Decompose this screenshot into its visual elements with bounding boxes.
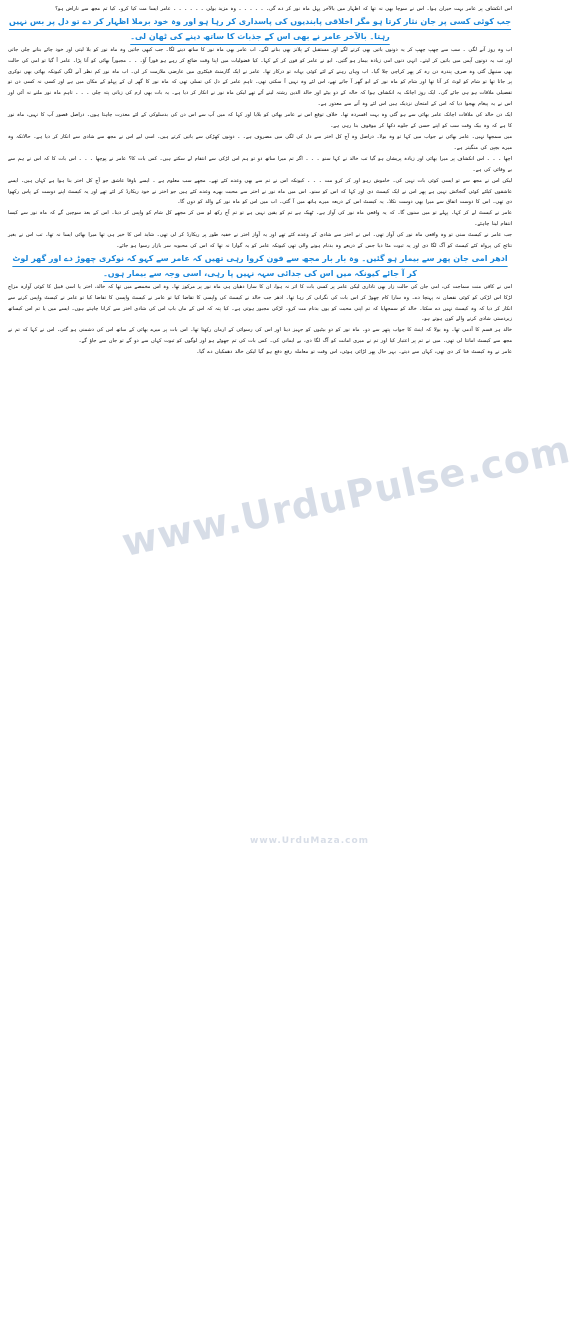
article-paragraph: اچھا ۔ ۔ ۔ اس انکشاف پر میرا بھائی اور زیادہ پریشان ہو گیا تب خالد نے کہا سنو ۔ ۔ ۔ اگر تم میرا ساتھ دو تو ہم اس لڑکی سے انتقام لے سکتے ہیں۔ کس بات کا؟ عامر نے پوچھا ۔ ۔ ۔ اس بات کا کہ اس نے ہم سے بے وفائی کی ہے۔: [8, 155, 512, 173]
article-paragraph: عامر نے وہ کیسٹ فنا کر دی تھی، کہاں سے دیتے۔ بہر حال پھر لڑائی ہوئی، اس وقت تو معاملہ رفع دفع ہو گیا لیکن خالد دھمکیاں دے گیا۔: [196, 349, 512, 356]
article-paragraph: جب عامر نے کیسٹ سنی تو وہ واقعی ماہ نور کی آواز تھی۔ اس نے اختر سے شادی کے وعدے کئے تھے اور یہ آواز اختر نے خفیہ طور پر ریکارڈ کر لی تھی۔ شاید اس کا خیر ہی تھا میرا بھائی ایسا نہ تھا۔ تب اس نے بغیر نتائج کی پرواہ کئے کیسٹ کو آگ لگا دی اور یہ ثبوت مٹا دیا جس کے ذریعے وہ بدنام ہونے والی تھی کیونکہ عامر کو یہ گوارا نہ تھا کہ اس کی محبوبہ سر بازار رسوا ہو جائے۔: [8, 232, 512, 250]
site-watermark-small: www.UrduMaza.com: [250, 836, 370, 846]
article-paragraph: ایک دن خالد کی ملاقات اچانک عامر بھائی سے ہو گئی وہ بہت افسردہ تھا۔ خلاف توقع اس نے عامر بھائی کو بلایا اور کہا کہ میں آپ سے اس دن کی بدسلوکی کے لئے معذرت چاہتا ہوں۔ دراصل قصور آپ کا نہیں، ماہ نور کا ہے کہ وہ بیک وقت سب کو اپنے حسن کے جلوے دکھا کر بیوقوف بنا رہی ہے۔: [8, 112, 512, 130]
highlighted-paragraph: جب کوئی کسی پر جان نثار کرتا ہو مگر اخلاقی پابندیوں کی پاسداری کر رہا ہو اور وہ خود برملا اظہار کر دے تو دل پر بس نہیں رہتا۔ بالآخر عامر نے بھی اس کے جذبات کا ساتھ دینے کی ٹھان لی۔: [8, 16, 512, 41]
article-paragraph: اب وہ روز آنے لگی ۔ سب سے چھپ چھپ کر یہ دونوں باتیں بھی کرنے لگے اور مستقبل کے پلانز بھی بنانے لگے۔ اب عامر بھی ماہ نور کا ساتھ دینے لگا۔ جب کبھی جاتیں وہ ماہ نور کو بلا لیتی اور خود چائے بنانے چلی جاتی اور تب یہ دونوں آپس میں باتیں کر لیتے۔ انہی دنوں امی زیادہ بیمار ہو گئیں۔ ابو نے عامر کو فون کر کے کہا۔ کیا فضولیات میں اپنا وقت ضائع کر رہے ہو فوراً آؤ۔ ۔ ۔ مجبوراً بھائی کو آنا پڑا۔ عامر آ گیا تو امی کی حالت بھی سنبھل گئی وہ صرف پندرہ دن رہ کر پھر کراچی چلا گیا۔ اب وہاں رہنے کے لئے کوئی بہانہ تو درکار تھا۔ عامر نے ایک گارمنٹ فیکٹری میں عارضی ملازمت کر لی۔ اب ماہ نور کم نظر آنے لگی کیونکہ بھائی بھی نوکری پر جاتا تھا تو شام کو لوٹ کر آتا تھا اور شام کو ماہ نور کے ابو گھر آ جاتے تھے، اس لئے وہ نہیں آ سکتی تھی۔ تاہم عامر کے دل کی تسلی تھی کہ ماہ نور کا گھر ان کے پہلو کے مکان میں ہے اور کسی نہ کسی دن تو تفصیلی ملاقات ہو ہی جائے گی۔ ایک روز اچانک یہ انکشاف ہوا کہ خالہ کے دو بیٹے اور خالد الدین رشتہ لینے آئے تھے لیکن ماہ نور نے انکار کر دیا ہے۔ یہ بات بھی ارم کی زبانی پتہ چلی ۔ ۔ ۔ تاہم ماہ نور ملنے نہ آئی اور اس نے یہ پیغام بھجوا دیا کہ اس کے امتحان نزدیک ہیں اس لئے وہ آنے سے معذور ہے۔: [8, 46, 512, 108]
site-watermark: www.UrduPulse.com: [118, 426, 574, 566]
highlighted-paragraph: ادھر امی جان پھر سے بیمار ہو گئیں۔ وہ بار بار مجھ سے فون کروا رہی تھیں کہ عامر سے کہو کہ نوکری چھوڑ دے اور گھر لوٹ کر آ جائے کیونکہ میں اس کی جدائی سہہ نہیں پا رہی، اسی وجہ سے بیمار ہوں۔: [12, 253, 508, 278]
article-paragraph: خالد ہر قسم کا آدمی تھا۔ وہ بولا کہ اینٹ کا جواب پتھر سے دو۔ ماہ نور کو دو بیٹیوں کو جہیز دینا اور اس کی رسوائی کے ارمان رکھتا تھا۔ اس بات پر میرے بھائی کے ساتھ اس کی دشمنی ہو گئی۔ اس نے کہا کہ تم نے مجھ سے کیسٹ امانتا لی تھی۔ میں نے تم پر اعتبار کیا اور تم نے میری امانت کو آگ لگا دی، بے ایمانی کی۔ کس بات کی تم جھوٹے ہو اور لوگوں کو ثبوت کہاں سے دو گے تو جان سے جاؤ گے۔: [8, 327, 512, 345]
article-paragraph: میں سمجھا نہیں۔ عامر بھائی نے جواب میں کہا تو وہ بولا۔ دراصل وہ آج کل اختر سے دل کی لگی میں مصروف ہے۔ ۔ دونوں کھڑکی سے باتیں کرتے ہیں۔ اسی لیے اس نے مجھ سے شادی سے انکار کر دیا ہے۔ حالانکہ وہ میرے بچپن کی منگیتر ہے۔: [8, 133, 512, 151]
article-paragraph: عامر نے کیسٹ لے کر کہا۔ پہلے تو میں سنوں گا۔ کہ یہ واقعی ماہ نور کی آواز ہے۔ ٹھیک ہے تم کو یقین نہیں ہے تو تم آج رکھ لو سن کر مجھے کل شام کو واپس کر دینا۔ اس کے بعد سوچیں گے کہ ماہ نور سے کیسا انتقام لینا چاہئے۔: [8, 210, 512, 228]
article-paragraph: امی نے کافی منت سماجت کی، امی جان کی حالت زار بھی تاداری لیکن عامر پر کسی بات کا اثر نہ ہوا، ان کا سارا دھیان ہی ماہ نور پر مرکوز تھا۔ وہ اس مخمصے میں تھا کہ خالد، اختر یا اسی قبیل کا کوئی آوارہ مزاج لڑکا اس لڑکی کو کوئی نقصان نہ پہنچا دے۔ وہ سارا کام چھوڑ کر اس بات کی نگرانی کر رہا تھا۔ ادھر جب خالد نے کیسٹ کی واپسی کا تقاضا کیا تو عامر نے کیسٹ واپسی کا تقاضا کیا تو عامر نے کیسٹ واپس کرنے سے انکار کر دیا کہ وہ کیسٹ نہیں دے سکتا۔ خالد کو سمجھایا کہ تم اپنی محبت کو یوں بدنام مت کرو۔ لڑکی مجبور ہوتی ہے۔ کیا پتہ کہ اس کے ماں باپ اس کی شادی اختر سے کرانا چاہتے ہوں۔ ایسے میں یا تم اس کیساتھ زبردستی شادی کرنے والے کون ہوتے ہو۔: [8, 283, 512, 323]
article-paragraph: اس انکشاف پر عامر بہت حیران ہوا۔ اس نے سوچا بھی نہ تھا کہ اظہار میں بالآخر پہل ماہ نور کر دے گی۔ ۔ ۔ ۔ ۔ ۔ وہ مزید بولی ۔ ۔ ۔ ۔ ۔ ۔ عامر ایسا مت کیا کرو۔ کیا تم مجھ سے ناراض ہو؟: [55, 6, 512, 12]
article-paragraph: لیکن اس نے مجھ سے تو ایسی کوئی بات نہیں کی۔ خاموش رہو اور کر کرو مت ۔ ۔ ۔ کیونکہ اس نے تم سے بھی وعدے کئے تھے۔ مجھے سب معلوم ہے ۔ ایسے باوفا عاشق جو آج کل اختر بنا ہوا ہے کہاں ہیں۔ ایسے عاشقوں کیلئے کوئی گنجائش نہیں ہے پھر اس نے ایک کیسٹ دی اور کہا کہ اس کو سنو۔ اس میں ماہ نور نے اختر سے محبت بھرے وعدے کئے ہیں جو اختر نے خود ریکارڈ کر لئے تھے اور یہ کیسٹ اپنے دوست کے پاس رکھوا دی تھی۔ اس کا دوست اتفاق سے میرا بھی دوست نکلا۔ یہ کیسٹ اس کے ذریعہ میرے ہاتھ میں آ گئی۔ اب میں اس کو ماہ نور کے والد کو دوں گا۔: [8, 177, 512, 206]
